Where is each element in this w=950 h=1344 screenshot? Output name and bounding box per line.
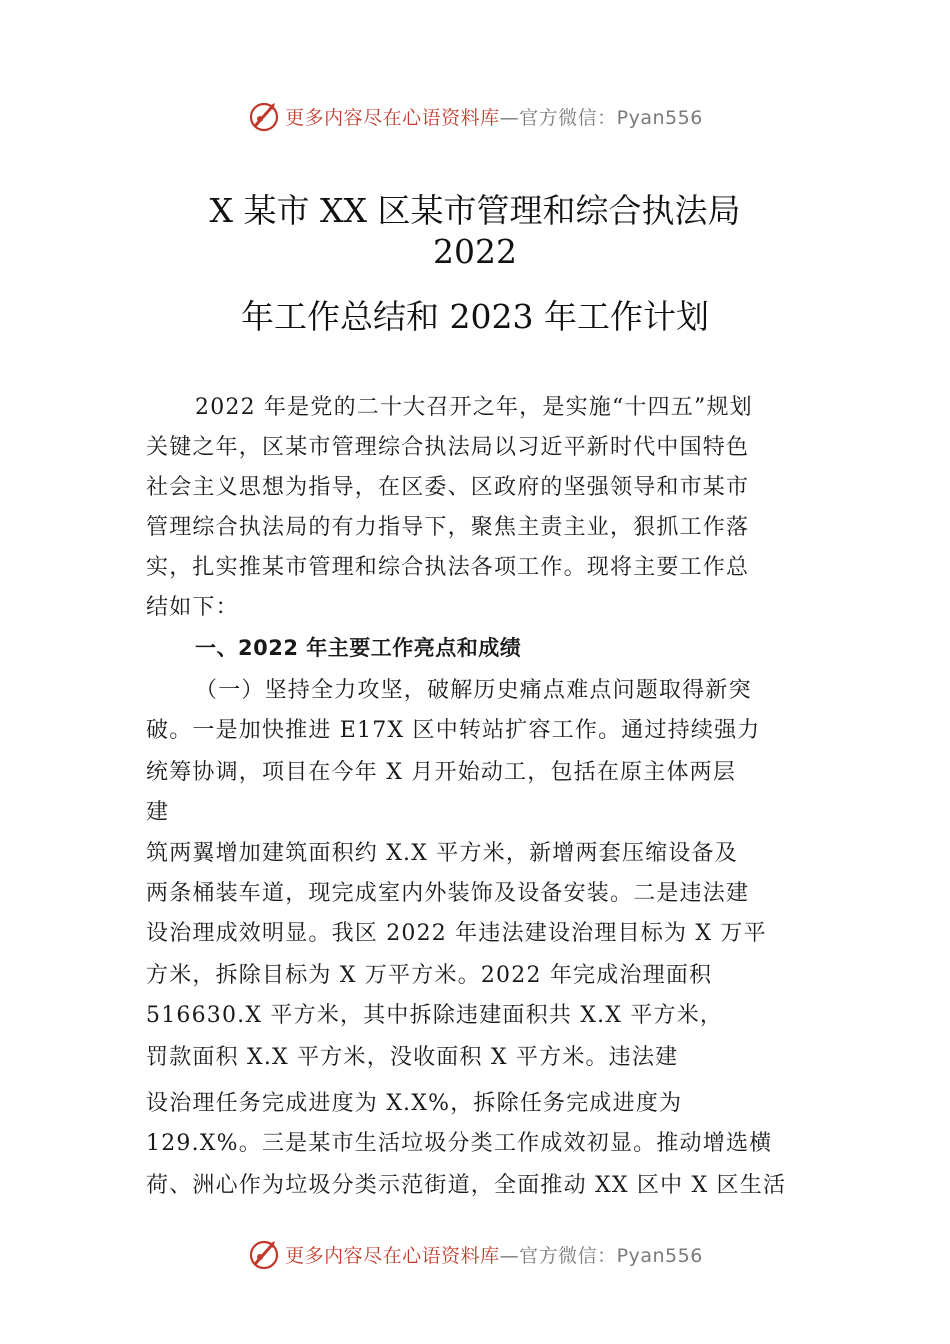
document-title-line-2: 2022: [433, 232, 517, 271]
body-line: 实，扎实推某市管理和综合执法各项工作。现将主要工作总: [146, 555, 750, 580]
banner-separator: —: [499, 1244, 520, 1267]
body-line: 筑两翼增加建筑面积约 X.X 平方米，新增两套压缩设备及: [146, 841, 738, 866]
banner-text: 更多内容尽在心语资料库: [285, 106, 500, 129]
body-line: 2022 年是党的二十大召开之年，是实施“十四五”规划: [195, 395, 753, 420]
body-line: 结如下：: [146, 595, 239, 620]
document-title-line-3: 年工作总结和 2023 年工作计划: [241, 297, 709, 336]
watermark-banner-top: [0, 96, 950, 136]
document-title-line-1: X 某市 XX 区某市管理和综合执法局: [209, 191, 741, 230]
body-line: 设治理成效明显。我区 2022 年违法建设治理目标为 X 万平: [146, 921, 767, 946]
watermark-banner-bottom: [0, 1234, 950, 1274]
body-line: 社会主义思想为指导，在区委、区政府的坚强领导和市某市: [146, 475, 750, 500]
body-line: 罚款面积 X.X 平方米，没收面积 X 平方米。违法建: [146, 1045, 679, 1070]
subsection-heading: （一）坚持全力攻坚，破解历史痛点难点问题取得新突: [195, 678, 752, 703]
body-line: 设治理任务完成进度为 X.X%，拆除任务完成进度为: [146, 1091, 683, 1116]
body-line: 两条桶装车道，现完成室内外装饰及设备安装。二是违法建: [146, 881, 750, 906]
body-line: 关键之年，区某市管理综合执法局以习近平新时代中国特色: [146, 435, 750, 460]
brush-logo-icon: [247, 99, 281, 133]
body-line: 方米，拆除目标为 X 万平方米。2022 年完成治理面积: [146, 963, 713, 988]
body-line: 516630.X 平方米，其中拆除违建面积共 X.X 平方米，: [146, 1003, 724, 1028]
body-line: 荷、洲心作为垃圾分类示范街道，全面推动 XX 区中 X 区生活: [146, 1173, 787, 1198]
body-line: 破。一是加快推进 E17X 区中转站扩容工作。通过持续强力: [146, 718, 761, 743]
body-line: 129.X%。三是某市生活垃圾分类工作成效初显。推动增选横: [146, 1131, 773, 1156]
banner-wechat: 官方微信：Pyan556: [519, 106, 703, 129]
brush-logo-icon: [247, 1237, 281, 1271]
section-heading: 一、2022 年主要工作亮点和成绩: [195, 636, 522, 660]
body-line: 统筹协调，项目在今年 X 月开始动工，包括在原主体两层: [146, 760, 737, 785]
banner-separator: —: [499, 106, 520, 129]
body-line: 建: [146, 800, 170, 825]
banner-text: 更多内容尽在心语资料库: [285, 1244, 500, 1267]
banner-wechat: 官方微信：Pyan556: [519, 1244, 703, 1267]
body-line: 管理综合执法局的有力指导下，聚焦主责主业，狠抓工作落: [146, 515, 750, 540]
